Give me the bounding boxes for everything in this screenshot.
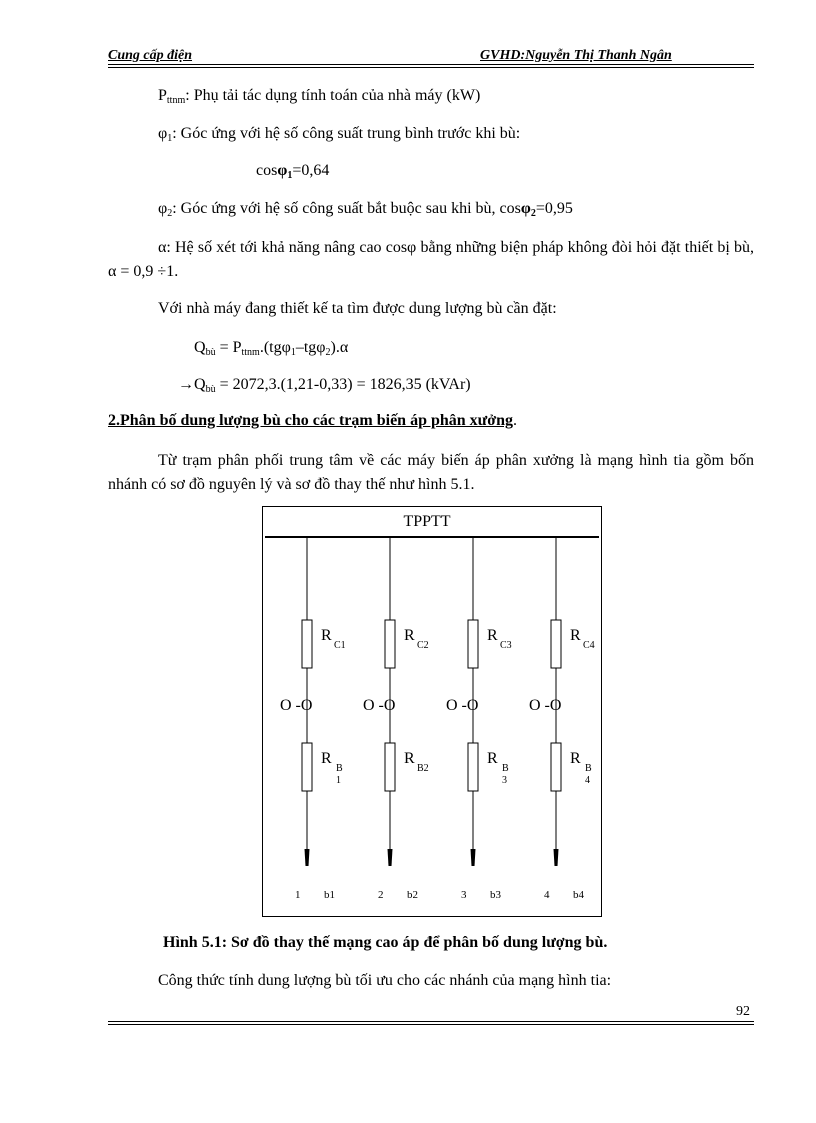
formula-qbu-result [178, 373, 471, 397]
text: .(tgφ [259, 339, 291, 356]
heading-text: 2.Phân bố dung lượng bù cho các trạm biến áp phân xưởng [108, 412, 514, 429]
rb-label: R [404, 750, 415, 767]
branch-3 [446, 537, 512, 901]
resistor-rb [385, 743, 395, 791]
rc-subscript: C4 [583, 640, 595, 651]
symbol: φ [277, 162, 288, 179]
header-rule-2 [108, 67, 754, 68]
node-b-label: b2 [407, 889, 418, 901]
node-b-label: b4 [573, 889, 584, 901]
rb-subscript: B [502, 763, 509, 774]
text: = 2072,3.(1,21-0,33) = 1826,35 (kVAr) [215, 376, 471, 393]
paragraph-intro-formula: Với nhà máy đang thiết kế ta tìm được dung lượng bù cần đặt: [158, 300, 557, 317]
node-b-label: b1 [324, 889, 335, 901]
rb-subscript-2: 1 [336, 775, 341, 786]
subscript: ttnm [166, 95, 186, 106]
rb-subscript: B [336, 763, 343, 774]
terminal-icon [388, 849, 393, 866]
subscript: ttnm [241, 347, 260, 358]
symbol: φ [158, 200, 168, 217]
rb-subscript: B [585, 763, 592, 774]
resistor-rb [302, 743, 312, 791]
subscript: bù [205, 384, 216, 395]
rb-subscript: B2 [417, 763, 429, 774]
paragraph-p-ttnm [158, 84, 480, 108]
subscript: 2 [167, 208, 173, 219]
text: : Góc ứng với hệ số công suất bắt buộc sau khi bù, cos [172, 200, 521, 217]
formula-cos-phi1 [256, 159, 329, 183]
text: ).α [330, 339, 349, 356]
branch-2 [363, 537, 429, 901]
resistor-rb [551, 743, 561, 791]
resistor-rc [385, 620, 395, 668]
text: Q [194, 376, 206, 393]
terminal-icon [305, 849, 310, 866]
node-b-label: b3 [490, 889, 501, 901]
paragraph-radial-network: Từ trạm phân phối trung tâm về các máy biến áp phân xưởng là mạng hình tia gồm bốn nhánh có sơ đồ nguyên lý và sơ đồ thay thế như hình 5.1. [108, 452, 754, 493]
text: –tgφ [295, 339, 326, 356]
node-label: 3 [461, 889, 467, 901]
formula-qbu [194, 336, 348, 360]
section-heading [108, 409, 517, 433]
paragraph-phi2 [158, 197, 573, 221]
paragraph-phi1 [158, 122, 520, 146]
subscript: bù [205, 347, 216, 358]
text: cos [256, 162, 278, 179]
subscript: 2 [530, 208, 536, 219]
rc-label: R [404, 627, 415, 644]
header-right: GVHD:Nguyễn Thị Thanh Ngân [480, 48, 672, 63]
rb-subscript-2: 4 [585, 775, 590, 786]
node-label: 1 [295, 889, 301, 901]
text: : Góc ứng với hệ số công suất trung bình trước khi bù: [172, 125, 521, 142]
page-number: 92 [736, 1004, 750, 1019]
rc-subscript: C1 [334, 640, 346, 651]
resistor-rb [468, 743, 478, 791]
text: = P [215, 339, 242, 356]
diagram-title: TPPTT [403, 513, 451, 530]
rc-subscript: C2 [417, 640, 429, 651]
paragraph-alpha: α: Hệ số xét tới khả năng nâng cao cosφ bằng những biện pháp không đòi hỏi đặt thiết bị bù, α = 0,9 ÷1. [108, 239, 754, 280]
heading-dot: . [513, 412, 518, 429]
rb-label: R [487, 750, 498, 767]
text: =0,64 [292, 162, 330, 179]
symbol: φ [520, 200, 531, 217]
subscript: 2 [325, 347, 331, 358]
footer-rule [108, 1021, 754, 1022]
branch-1 [280, 537, 346, 901]
symbol: φ [158, 125, 168, 142]
resistor-rc [302, 620, 312, 668]
figure-caption: Hình 5.1: Sơ đồ thay thế mạng cao áp để phân bố dung lượng bù. [163, 934, 608, 951]
subscript: 1 [167, 133, 173, 144]
paragraph-optimal-formula: Công thức tính dung lượng bù tối ưu cho các nhánh của mạng hình tia: [158, 972, 612, 989]
subscript: 1 [290, 347, 296, 358]
subscript: 1 [287, 170, 293, 181]
header-rule [108, 64, 754, 65]
rc-label: R [487, 627, 498, 644]
rb-label: R [321, 750, 332, 767]
resistor-rc [468, 620, 478, 668]
switch-label: O -O [363, 697, 396, 714]
switch-label: O -O [280, 697, 313, 714]
terminal-icon [471, 849, 476, 866]
switch-label: O -O [529, 697, 562, 714]
header-left: Cung cấp điện [108, 48, 193, 63]
symbol: P [158, 87, 167, 104]
resistor-rc [551, 620, 561, 668]
arrow-icon: → [178, 376, 194, 393]
circuit-diagram [262, 506, 602, 918]
rc-subscript: C3 [500, 640, 512, 651]
terminal-icon [554, 849, 559, 866]
node-label: 4 [544, 889, 550, 901]
text: =0,95 [535, 200, 573, 217]
rc-label: R [570, 627, 581, 644]
footer-rule-2 [108, 1024, 754, 1025]
text: Q [194, 339, 206, 356]
rb-label: R [570, 750, 581, 767]
switch-label: O -O [446, 697, 479, 714]
rc-label: R [321, 627, 332, 644]
branch-4 [529, 537, 595, 901]
rb-subscript-2: 3 [502, 775, 507, 786]
text: : Phụ tải tác dụng tính toán của nhà máy (kW) [185, 87, 481, 104]
node-label: 2 [378, 889, 384, 901]
